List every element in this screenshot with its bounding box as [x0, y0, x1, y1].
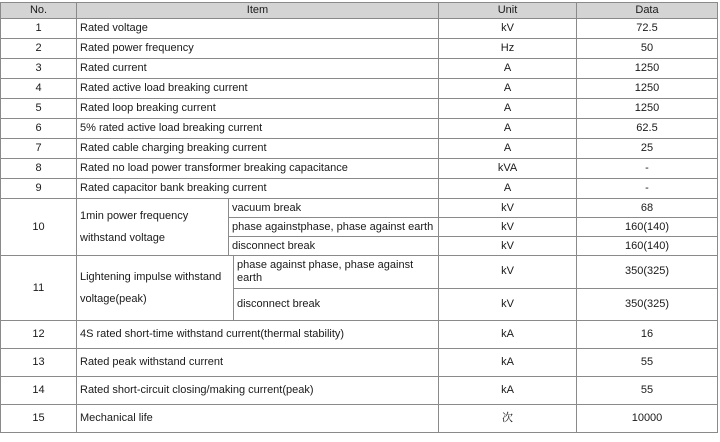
table-row — [1, 19, 718, 39]
row-unit: A — [439, 179, 577, 199]
table-row — [1, 159, 718, 179]
row-data: 50 — [577, 39, 718, 59]
sub-item-label: vacuum break — [229, 199, 439, 218]
row-item: Rated voltage — [77, 19, 439, 39]
row-unit: Hz — [439, 39, 577, 59]
row-number: 15 — [1, 405, 77, 433]
table-row — [1, 199, 718, 218]
row-unit: kV — [439, 256, 577, 289]
row-number: 11 — [1, 256, 77, 321]
row-unit: kV — [439, 199, 577, 218]
row-data: 16 — [577, 321, 718, 349]
row-unit: A — [439, 59, 577, 79]
row-data: 160(140) — [577, 237, 718, 256]
row-item-line: withstand voltage — [80, 232, 165, 244]
row-unit: kA — [439, 377, 577, 405]
row-item: Rated short-circuit closing/making current(peak) — [77, 377, 439, 405]
sub-item-label: disconnect break — [229, 237, 439, 256]
table-row — [1, 79, 718, 99]
row-number: 7 — [1, 139, 77, 159]
table-row — [1, 59, 718, 79]
row-number: 13 — [1, 349, 77, 377]
row-data: - — [577, 159, 718, 179]
table-row — [1, 39, 718, 59]
header-data: Data — [577, 3, 718, 19]
row-number: 4 — [1, 79, 77, 99]
row-item-line: voltage(peak) — [80, 293, 147, 305]
row-unit: kV — [439, 218, 577, 237]
table-body — [1, 19, 718, 433]
row-data: 1250 — [577, 59, 718, 79]
row-item: Rated cable charging breaking current — [77, 139, 439, 159]
table-row — [1, 405, 718, 433]
row-item: Rated current — [77, 59, 439, 79]
row-item: Mechanical life — [77, 405, 439, 433]
row-data: 62.5 — [577, 119, 718, 139]
table-row — [1, 349, 718, 377]
row-unit: 次 — [439, 405, 577, 433]
row-number: 2 — [1, 39, 77, 59]
sub-item-label: phase against phase, phase against earth — [234, 256, 438, 289]
header-no: No. — [1, 3, 77, 19]
table-row — [1, 139, 718, 159]
sub-item-label: phase againstphase, phase against earth — [229, 218, 439, 237]
row-data: 55 — [577, 377, 718, 405]
row-data: 10000 — [577, 405, 718, 433]
row-data: 350(325) — [577, 256, 718, 289]
row-item: Rated capacitor bank breaking current — [77, 179, 439, 199]
row-item-line: Lightening impulse withstand — [80, 271, 222, 283]
row-data: 72.5 — [577, 19, 718, 39]
table-row — [1, 256, 718, 289]
row-item-line: 1min power frequency — [80, 210, 189, 222]
row-item-group — [77, 199, 229, 256]
table-row — [1, 119, 718, 139]
row-item: Rated power frequency — [77, 39, 439, 59]
specification-table — [0, 2, 718, 433]
row-data: 1250 — [577, 79, 718, 99]
row-item: Rated peak withstand current — [77, 349, 439, 377]
row-unit: A — [439, 139, 577, 159]
row-unit: kA — [439, 321, 577, 349]
row-unit: kA — [439, 349, 577, 377]
row-item: Rated no load power transformer breaking capacitance — [77, 159, 439, 179]
row-item: 4S rated short-time withstand current(thermal stability) — [77, 321, 439, 349]
row-data: - — [577, 179, 718, 199]
row-data: 55 — [577, 349, 718, 377]
row-number: 5 — [1, 99, 77, 119]
table-row — [1, 377, 718, 405]
header-item: Item — [77, 3, 439, 19]
row-number: 3 — [1, 59, 77, 79]
row-item: Rated active load breaking current — [77, 79, 439, 99]
table-row — [1, 179, 718, 199]
row-number: 1 — [1, 19, 77, 39]
row-number: 9 — [1, 179, 77, 199]
row-number: 6 — [1, 119, 77, 139]
header-unit: Unit — [439, 3, 577, 19]
row-unit: A — [439, 79, 577, 99]
row-data: 1250 — [577, 99, 718, 119]
row-number: 10 — [1, 199, 77, 256]
row-data: 68 — [577, 199, 718, 218]
row-unit: A — [439, 119, 577, 139]
row-item-group — [77, 256, 439, 321]
row-number: 8 — [1, 159, 77, 179]
row-unit: kV — [439, 19, 577, 39]
table-row — [1, 321, 718, 349]
row-data: 160(140) — [577, 218, 718, 237]
row-data: 25 — [577, 139, 718, 159]
row-unit: A — [439, 99, 577, 119]
row-number: 12 — [1, 321, 77, 349]
row-data: 350(325) — [577, 288, 718, 321]
sub-item-label: disconnect break — [237, 297, 321, 310]
row-unit: kV — [439, 288, 577, 321]
row-unit: kVA — [439, 159, 577, 179]
row-item: Rated loop breaking current — [77, 99, 439, 119]
row-item: 5% rated active load breaking current — [77, 119, 439, 139]
table-row — [1, 99, 718, 119]
row-unit: kV — [439, 237, 577, 256]
row-number: 14 — [1, 377, 77, 405]
